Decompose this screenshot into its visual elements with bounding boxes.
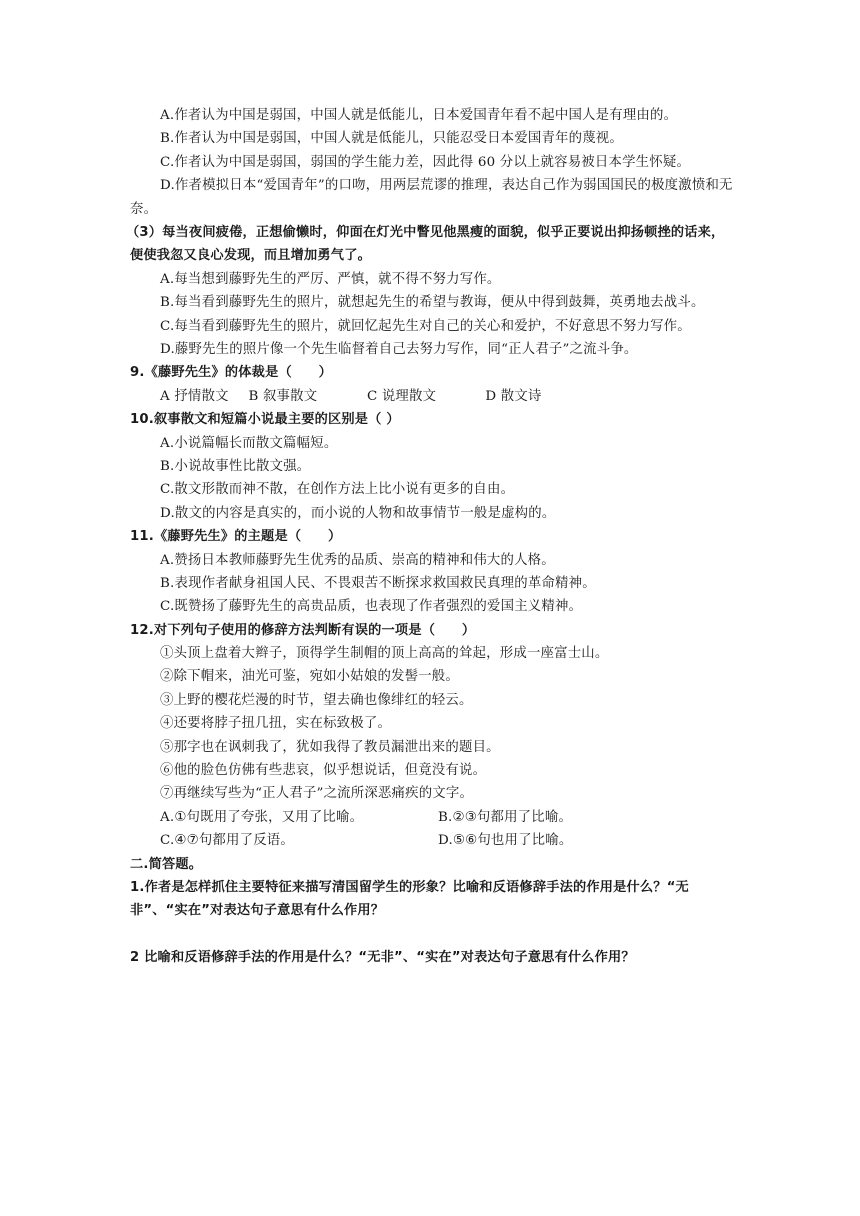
q12-sentence-6: ⑥他的脸色仿佛有些悲哀，似乎想说话，但竟没有说。: [160, 763, 487, 779]
q12-sentence-1: ①头顶上盘着大辫子，顶得学生制帽的顶上高高的耸起，形成一座富士山。: [160, 646, 609, 662]
q9-choices: [130, 385, 736, 408]
q9-choice-a: A 抒情散文: [160, 388, 229, 404]
q12-options-row-2: [130, 829, 736, 852]
short-answer-q2: 2 比喻和反语修辞手法的作用是什么？“无非”、“实在”对表达句子意思有什么作用？: [130, 950, 635, 966]
q9-choice-c: C 说理散文: [366, 388, 437, 404]
q8-3-stem: （3）每当夜间疲倦，正想偷懒时，仰面在灯光中瞥见他黑瘦的面貌，似乎正要说出抑扬顿挫的话来，便使我忽又良心发现，而且增加勇气了。: [126, 224, 725, 264]
q8-3-option-d: D.藤野先生的照片像一个先生临督着自己去努力写作，同“正人君子”之流斗争。: [160, 341, 638, 357]
q8-3-option-b: B.每当看到藤野先生的照片，就想起先生的希望与教诲，便从中得到鼓舞，英勇地去战斗。: [160, 295, 705, 311]
q9-stem: 9.《藤野先生》的体裁是（ ）: [130, 365, 333, 381]
q12-sentence-7: ⑦再继续写些为“正人君子”之流所深恶痛疾的文字。: [160, 786, 474, 802]
q10-option-a: A.小说篇幅长而散文篇幅短。: [160, 435, 338, 451]
q10-option-d: D.散文的内容是真实的，而小说的人物和故事情节一般是虚构的。: [160, 505, 556, 521]
q9-choice-d: D 散文诗: [485, 388, 542, 404]
q12-option-b: B.②③句都用了比喻。: [438, 809, 573, 825]
q8-2-option-c: C.作者认为中国是弱国，弱国的学生能力差，因此得 60 分以上就容易被日本学生怀疑。: [160, 154, 691, 170]
q8-2-option-d: D.作者模拟日本“爱国青年”的口吻，用两层荒谬的推理，表达自己作为弱国国民的极度激愤和无奈。: [130, 178, 733, 217]
q12-sentence-2: ②除下帽来，油光可鉴，宛如小姑娘的发髻一般。: [160, 669, 459, 685]
q8-3-option-c: C.每当看到藤野先生的照片，就回忆起先生对自己的关心和爱护，不好意思不努力写作。: [160, 318, 691, 334]
q12-sentence-4: ④还要将脖子扭几扭，实在标致极了。: [160, 716, 392, 732]
q12-option-d: D.⑤⑥句也用了比喻。: [438, 833, 573, 849]
q12-sentence-5: ⑤那字也在讽刺我了，犹如我得了教员漏泄出来的题目。: [160, 739, 500, 755]
q11-option-b: B.表现作者献身祖国人民、不畏艰苦不断探求救国救民真理的革命精神。: [160, 575, 596, 591]
document-body: [126, 104, 736, 970]
q12-stem: 12.对下列句子使用的修辞方法判断有误的一项是（ ）: [130, 622, 476, 638]
q12-options-row-1: [130, 806, 736, 829]
q11-stem: 11.《藤野先生》的主题是（ ）: [130, 529, 342, 545]
q12-option-c: C.④⑦句都用了反语。: [160, 833, 294, 849]
q10-option-b: B.小说故事性比散文强。: [160, 458, 311, 474]
short-answer-q1: 1.作者是怎样抓住主要特征来描写清国留学生的形象？比喻和反语修辞手法的作用是什么？“无非”、“实在”对表达句子意思有什么作用？: [130, 879, 689, 919]
q12-option-a: A.①句既用了夸张，又用了比喻。: [160, 809, 364, 825]
q9-choice-b: B 叙事散文: [248, 388, 318, 404]
q10-option-c: C.散文形散而神不散，在创作方法上比小说有更多的自由。: [160, 482, 515, 498]
q8-2-option-b: B.作者认为中国是弱国，中国人就是低能儿，只能忍受日本爱国青年的蔑视。: [160, 131, 623, 147]
section-2-heading: 二.简答题。: [130, 856, 203, 872]
q12-sentence-3: ③上野的樱花烂漫的时节，望去确也像绯红的轻云。: [160, 692, 473, 708]
q11-option-a: A.赞扬日本教师藤野先生优秀的品质、崇高的精神和伟大的人格。: [160, 552, 555, 568]
q8-3-option-a: A.每当想到藤野先生的严厉、严慎，就不得不努力写作。: [160, 271, 501, 287]
q10-stem: 10.叙事散文和短篇小说最主要的区别是（ ）: [130, 412, 400, 428]
q11-option-c: C.既赞扬了藤野先生的高贵品质，也表现了作者强烈的爱国主义精神。: [160, 599, 583, 615]
q8-2-option-a: A.作者认为中国是弱国，中国人就是低能儿，日本爱国青年看不起中国人是有理由的。: [160, 108, 678, 123]
